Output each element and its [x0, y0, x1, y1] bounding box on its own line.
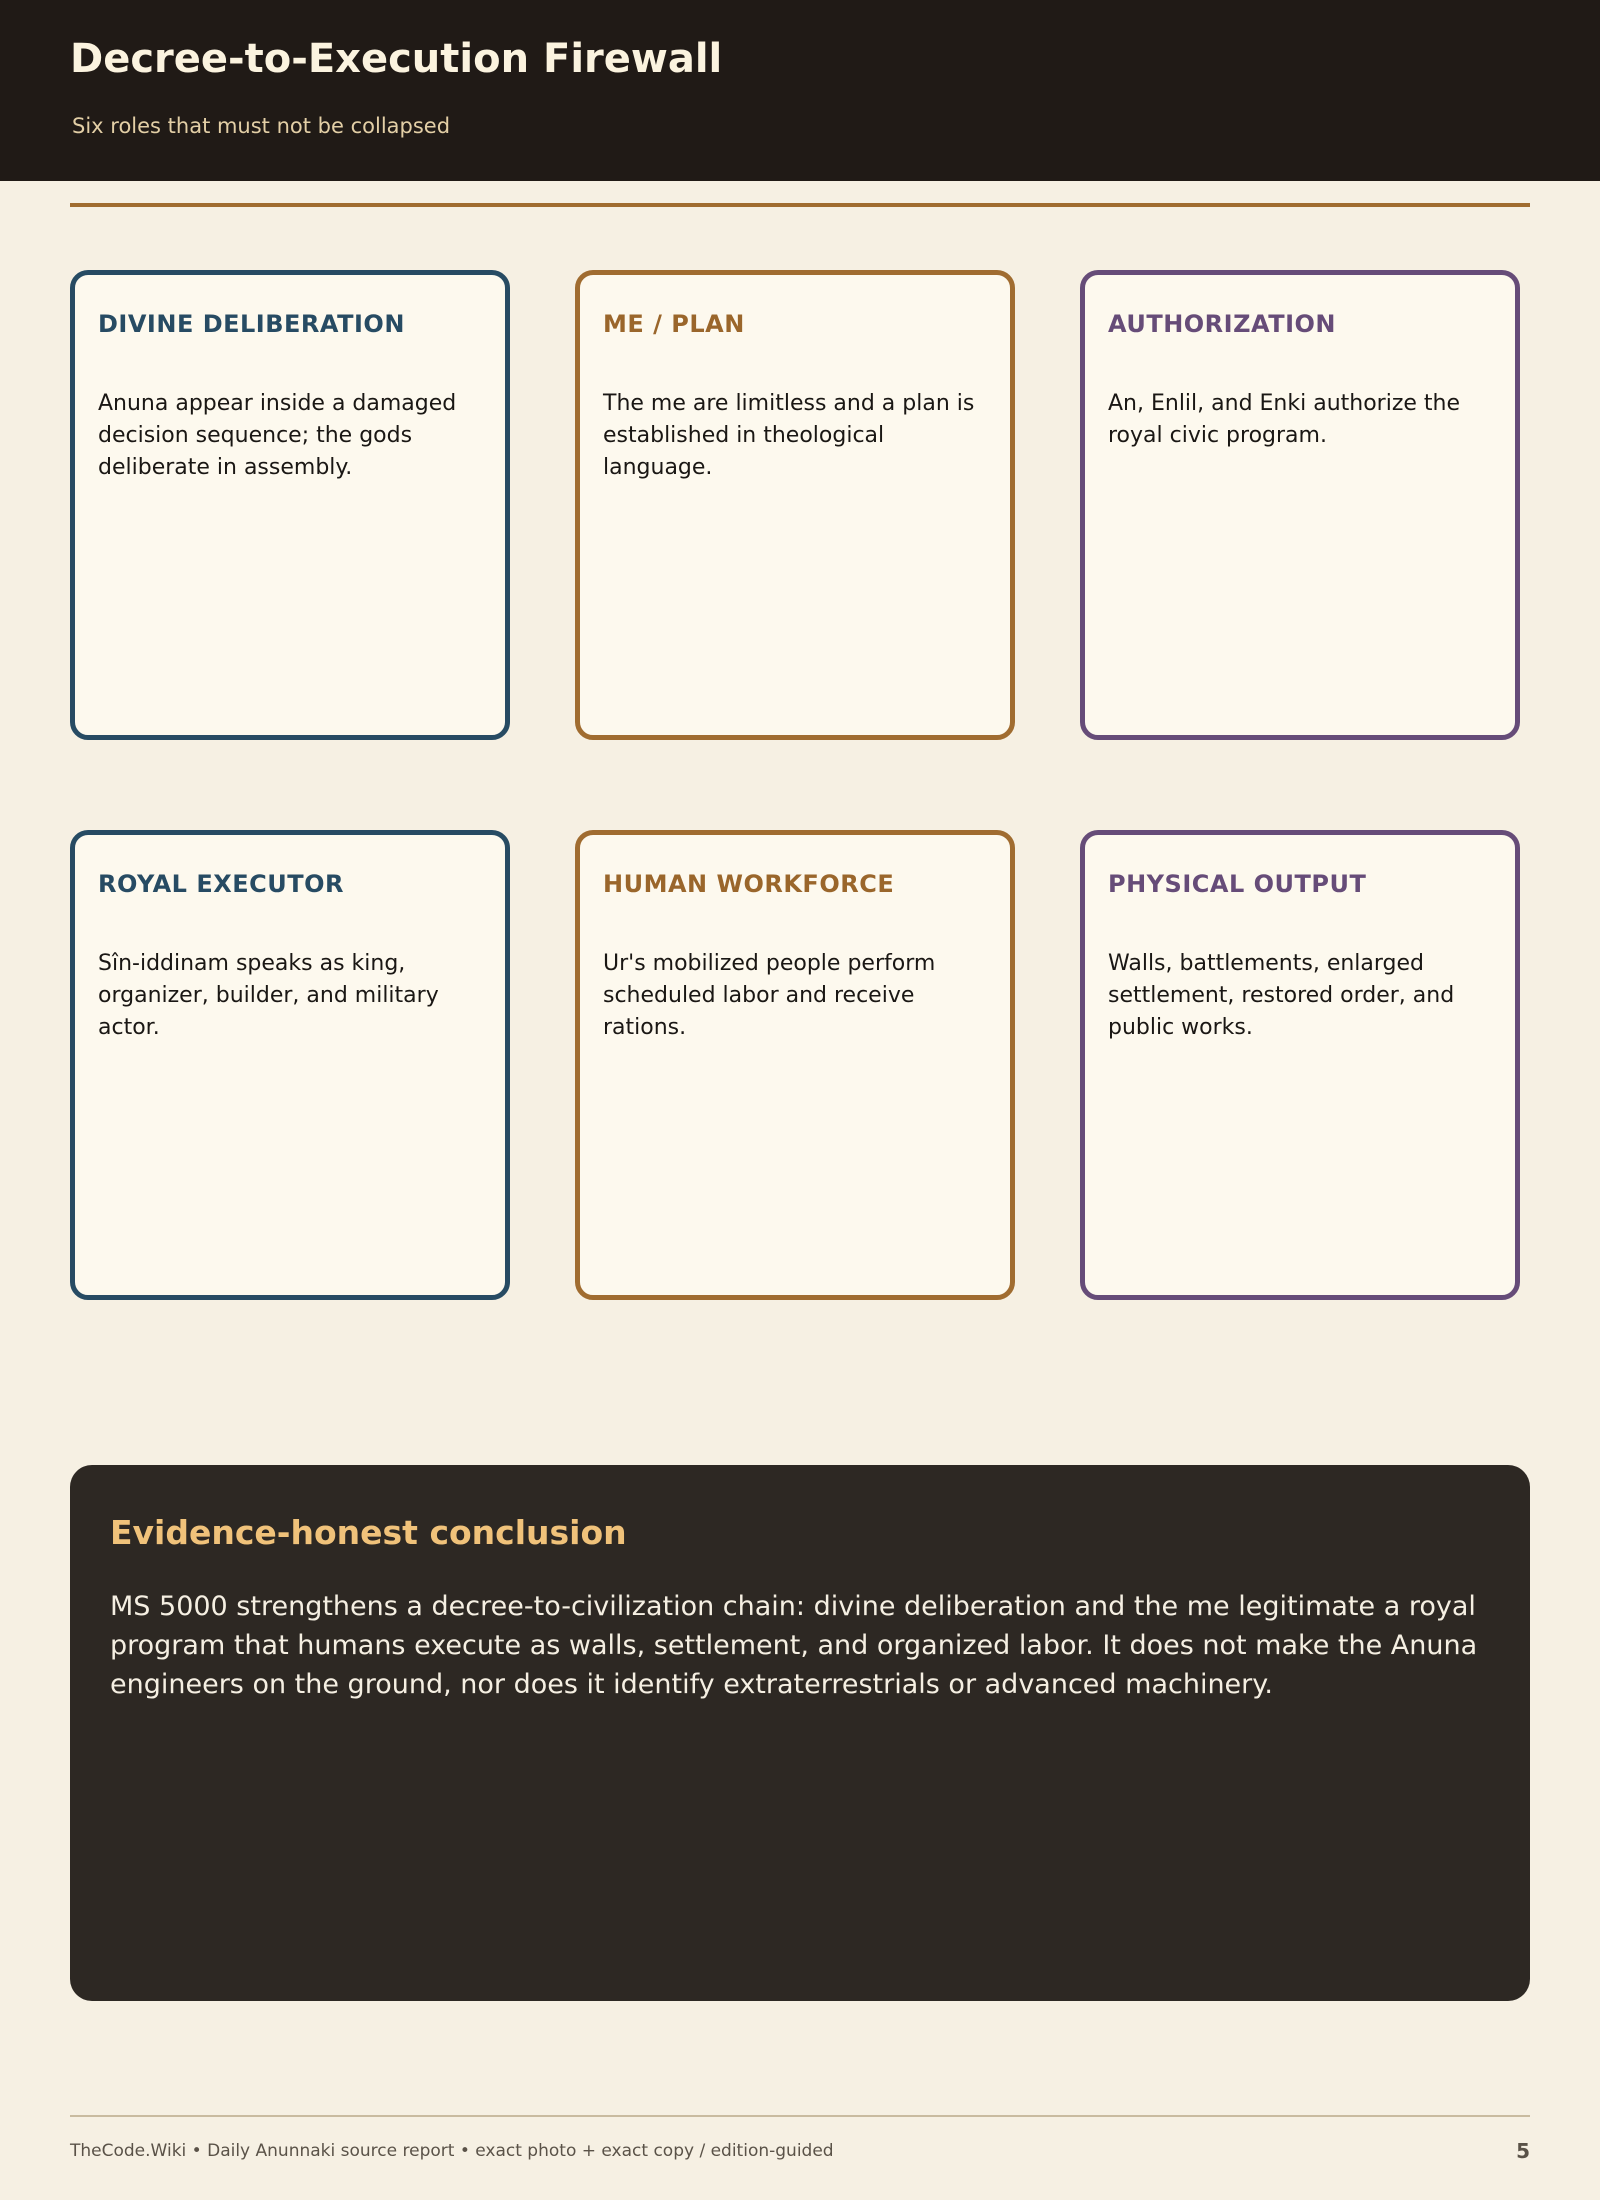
card-royal-executor [70, 830, 510, 1300]
card-body: Ur's mobilized people perform scheduled labor and receive rations. [603, 951, 936, 1040]
card-body: Anuna appear inside a damaged decision sequence; the gods deliberate in assembly. [98, 391, 457, 480]
conclusion-body: MS 5000 strengthens a decree-to-civilization chain: divine deliberation and the me legitimate a royal program that humans execute as walls, settlement, and organized labor. It does not make the Anuna engineers on the ground, nor does it identify extraterrestrials or advanced machinery. [110, 1591, 1478, 1700]
page-header [0, 0, 1600, 181]
card-title: ROYAL EXECUTOR [98, 870, 344, 898]
card-title: DIVINE DELIBERATION [98, 310, 405, 338]
page-subtitle: Six roles that must not be collapsed [72, 114, 451, 138]
card-authorization [1080, 270, 1520, 740]
card-title: AUTHORIZATION [1108, 310, 1336, 338]
card-title: ME / PLAN [603, 310, 745, 338]
footer-text: TheCode.Wiki • Daily Anunnaki source report • exact photo + exact copy / edition-guided [70, 2141, 834, 2161]
card-title: HUMAN WORKFORCE [603, 870, 895, 898]
header-divider [70, 203, 1530, 207]
page-title: Decree-to-Execution Firewall [70, 36, 723, 82]
conclusion-title: Evidence-honest conclusion [110, 1513, 627, 1552]
card-body: An, Enlil, and Enki authorize the royal civic program. [1108, 391, 1461, 448]
footer-divider [70, 2115, 1530, 2117]
card-divine-deliberation [70, 270, 510, 740]
card-human-workforce [575, 830, 1015, 1300]
card-body: Sîn-iddinam speaks as king, organizer, builder, and military actor. [98, 951, 439, 1040]
card-body: The me are limitless and a plan is established in theological language. [603, 391, 975, 480]
card-me-plan [575, 270, 1015, 740]
card-physical-output [1080, 830, 1520, 1300]
card-title: PHYSICAL OUTPUT [1108, 870, 1367, 898]
page-number: 5 [1516, 2139, 1530, 2163]
card-body: Walls, battlements, enlarged settlement, restored order, and public works. [1108, 951, 1455, 1040]
conclusion-panel [70, 1465, 1530, 2001]
